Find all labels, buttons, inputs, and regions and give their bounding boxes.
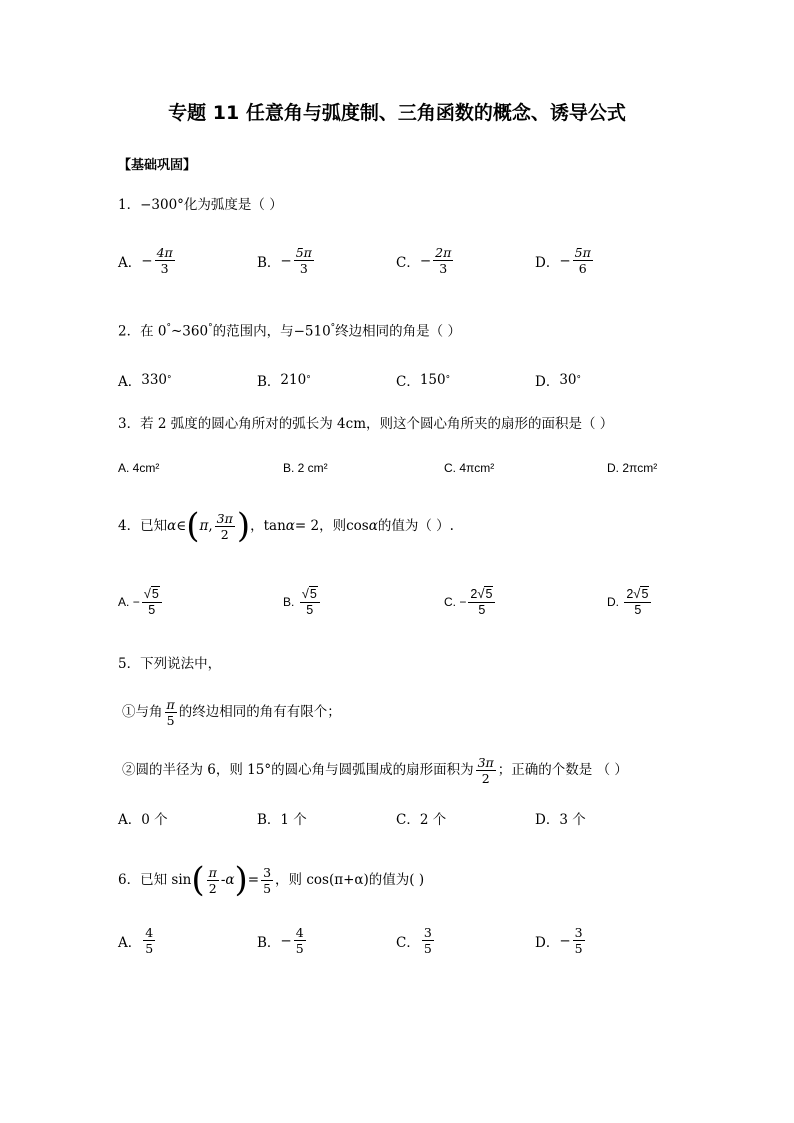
fraction-denominator: 3 [160, 261, 169, 276]
option-label: D. [607, 595, 619, 609]
q1-option-d[interactable] [535, 245, 595, 276]
q4-option-a[interactable] [118, 586, 164, 618]
option-value: 30 [559, 372, 577, 388]
stem-text: 4．已知 [118, 518, 168, 534]
stem-text: ；正确的个数是 （ ） [497, 762, 628, 778]
fraction-numerator: 3 [263, 864, 272, 880]
q2-option-c[interactable] [396, 370, 450, 390]
option-sign: − [559, 932, 571, 949]
fraction-denominator: 3 [439, 261, 448, 276]
q4-option-c[interactable] [444, 586, 497, 618]
fraction-numerator: 3 [423, 925, 432, 940]
q5-statement-1 [122, 694, 341, 730]
stem-text: ，则 cos(π+α)的值为( ) [275, 872, 425, 888]
option-label: D． [535, 934, 560, 951]
option-sign: − [459, 595, 467, 609]
option-fraction [573, 245, 593, 276]
angle-fraction [207, 865, 219, 896]
option-label: C． [396, 374, 420, 390]
option-fraction [422, 925, 434, 956]
option-label: A． [118, 374, 142, 390]
option-value: 330 [141, 372, 168, 388]
alpha-symbol: α [285, 518, 295, 534]
option-sign: − [559, 252, 571, 269]
sqrt-symbol: √ 5 [633, 586, 649, 601]
option-fraction [294, 925, 306, 956]
option-sign: − [280, 932, 292, 949]
option-fraction [433, 245, 453, 276]
fraction-numerator: 5π [295, 245, 312, 260]
alpha-symbol: α [368, 518, 378, 534]
q6-option-a[interactable] [118, 925, 157, 956]
left-paren: ( [191, 860, 205, 900]
option-label: B． [257, 934, 281, 951]
stem-text: 的范围内，与−510 [212, 323, 331, 340]
option-value: 210 [280, 372, 307, 388]
stem-text: ②圆的半径为 6，则 15°的圆心角与圆弧围成的扇形面积为 [122, 762, 474, 778]
option-label: A． [118, 934, 142, 951]
fraction-numerator: 4π [156, 245, 173, 260]
sin-function: sin [171, 872, 192, 888]
pi-symbol: π [199, 518, 209, 534]
option-label: C. [444, 595, 456, 609]
fraction-denominator: 2 [208, 880, 217, 896]
cos-function: cos [346, 518, 369, 534]
fraction-numerator [300, 586, 320, 603]
q6-option-b[interactable] [257, 925, 308, 956]
option-fraction [573, 925, 585, 956]
coefficient: 2 [626, 587, 634, 601]
fraction-numerator: 3π [477, 754, 494, 770]
element-of-symbol: ∈ [176, 518, 187, 534]
option-value: 150 [419, 372, 446, 388]
q3-option-d[interactable]: D. 2πcm² [607, 461, 658, 475]
fraction-numerator: 3π [216, 510, 233, 526]
question-2-stem [118, 318, 461, 342]
tan-function: tan [263, 518, 286, 534]
option-label: D． [535, 254, 560, 271]
alpha-symbol: α [167, 518, 177, 534]
q4-option-d[interactable] [607, 586, 653, 618]
option-sign: − [419, 252, 432, 269]
fraction-denominator: 5 [145, 941, 154, 956]
statement-fraction [165, 697, 177, 728]
q5-option-d[interactable]: D．3 个 [535, 812, 586, 828]
fraction-denominator: 5 [306, 603, 314, 617]
fraction-denominator: 3 [299, 261, 308, 276]
fraction-denominator: 2 [481, 770, 490, 786]
fraction-numerator: 3 [574, 925, 583, 940]
stem-text: 终边相同的角是（ ） [335, 323, 461, 340]
option-label: B. [283, 595, 295, 609]
stem-text: ~360 [170, 323, 209, 340]
radicand: 5 [309, 587, 317, 601]
question-4-stem [118, 508, 454, 544]
option-fraction [143, 925, 155, 956]
degree-mark: ° [576, 375, 582, 385]
stem-text: 的终边相同的角有有限个； [178, 704, 341, 720]
option-fraction [300, 586, 320, 618]
option-fraction [624, 586, 651, 618]
fraction-denominator: 5 [574, 941, 583, 956]
q5-option-b[interactable]: B．1 个 [257, 812, 307, 828]
fraction-denominator: 5 [295, 941, 304, 956]
q3-option-a[interactable]: A. 4cm² [118, 461, 160, 475]
fraction-denominator: 5 [263, 880, 272, 896]
q2-option-d[interactable] [535, 370, 581, 390]
option-fraction [468, 586, 495, 618]
option-label: C． [396, 254, 420, 271]
q2-option-b[interactable] [257, 370, 311, 390]
sqrt-symbol: √ 5 [477, 586, 493, 601]
fraction-numerator [142, 586, 162, 603]
question-6-stem [118, 860, 424, 900]
fraction-denominator: 5 [478, 603, 486, 617]
option-sign: − [132, 595, 140, 609]
option-fraction [294, 245, 314, 276]
question-5-stem: 5．下列说法中， [118, 656, 222, 672]
page-title: 专题 11 任意角与弧度制、三角函数的概念、诱导公式 [168, 102, 626, 124]
question-1-stem: 1．−300°化为弧度是（ ） [118, 197, 283, 213]
option-fraction [142, 586, 162, 618]
q3-option-b[interactable]: B. 2 cm² [283, 461, 328, 475]
degree-mark: ° [330, 323, 336, 333]
option-label: B． [257, 254, 281, 271]
stem-text: ，则 [319, 518, 347, 534]
option-label: A． [118, 254, 142, 271]
fraction-numerator: 4 [145, 925, 154, 940]
q1-option-a[interactable] [118, 245, 177, 276]
degree-mark: ° [166, 323, 171, 333]
fraction-numerator [468, 586, 495, 603]
stem-text: ①与角 [122, 704, 163, 720]
q6-option-c[interactable] [396, 925, 436, 956]
fraction-numerator: π [208, 864, 217, 880]
fraction-numerator: 4 [295, 925, 304, 940]
stem-text: ， [250, 518, 264, 534]
q2-option-a[interactable] [118, 370, 172, 390]
option-sign: − [141, 252, 153, 269]
option-label: C． [396, 934, 420, 951]
question-3-stem: 3．若 2 弧度的圆心角所对的弧长为 4cm，则这个圆心角所夹的扇形的面积是（ ） [118, 416, 614, 432]
q5-option-a[interactable]: A．0 个 [118, 812, 168, 828]
option-label: D． [535, 374, 560, 390]
minus-alpha: -α [220, 872, 235, 888]
interval-fraction [215, 511, 235, 542]
radicand: 5 [485, 587, 493, 601]
stem-text: 2．在 0 [118, 323, 167, 340]
fraction-numerator [624, 586, 651, 603]
fraction-denominator: 6 [578, 261, 587, 276]
fraction-numerator: 2π [435, 245, 452, 260]
radicand: 5 [151, 587, 159, 601]
degree-mark: ° [306, 375, 311, 385]
sqrt-symbol: √ 5 [301, 586, 317, 601]
stem-text: 的值为（ ）. [377, 518, 454, 534]
comma: , [208, 518, 213, 534]
q1-option-c[interactable] [396, 245, 455, 276]
fraction-denominator: 5 [634, 603, 642, 617]
stem-text: 6．已知 [118, 872, 168, 888]
equals-sign: = [247, 872, 260, 888]
sqrt-symbol: √ 5 [143, 586, 159, 601]
degree-mark: ° [445, 375, 451, 385]
fraction-numerator: π [166, 696, 175, 712]
value-fraction [261, 865, 273, 896]
left-paren: ( [186, 506, 200, 546]
statement-fraction [476, 755, 496, 786]
radicand: 5 [641, 587, 649, 601]
option-sign: − [280, 252, 292, 269]
right-paren: ) [234, 860, 248, 900]
option-label: A. [118, 595, 130, 609]
q3-option-c[interactable]: C. 4πcm² [444, 461, 495, 475]
right-paren: ) [236, 506, 251, 546]
degree-mark: ° [167, 375, 172, 385]
q6-option-d[interactable] [535, 925, 587, 956]
q5-option-c[interactable]: C．2 个 [396, 812, 447, 828]
q4-option-b[interactable] [283, 586, 322, 618]
q1-option-b[interactable] [257, 245, 316, 276]
fraction-denominator: 5 [423, 941, 432, 956]
degree-mark: ° [208, 323, 213, 333]
option-label: B． [257, 374, 281, 390]
fraction-numerator: 5π [574, 245, 591, 260]
section-heading: 【基础巩固】 [118, 158, 197, 173]
q5-statement-2 [122, 752, 628, 788]
fraction-denominator: 5 [166, 712, 175, 728]
coefficient: 2 [470, 587, 478, 601]
fraction-denominator: 5 [148, 603, 156, 617]
fraction-denominator: 2 [220, 526, 229, 542]
equation-value: = 2 [294, 518, 320, 534]
option-fraction [155, 245, 175, 276]
